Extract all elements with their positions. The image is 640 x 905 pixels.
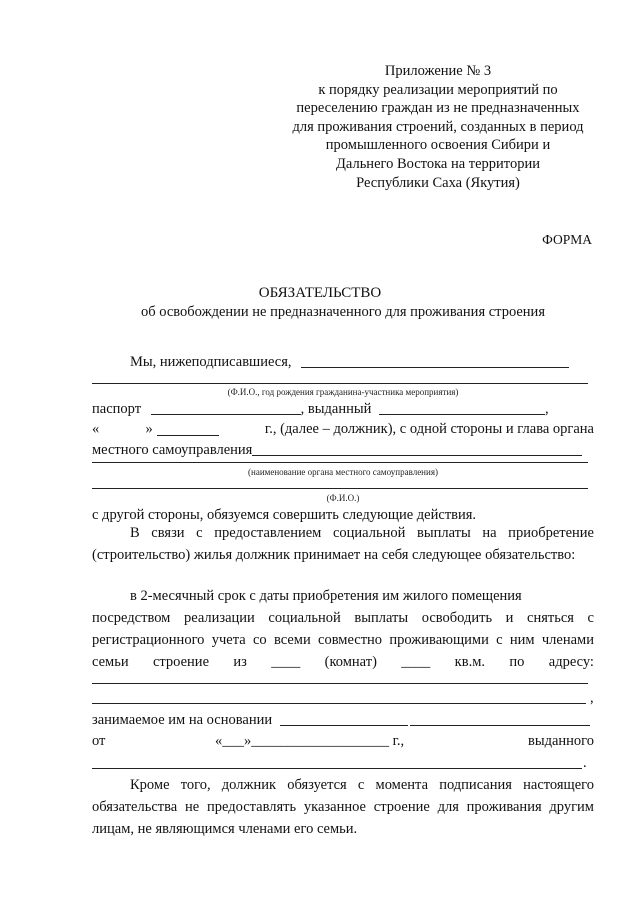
local-gov-blank[interactable] <box>252 441 582 456</box>
family-line <box>92 654 594 671</box>
fio-blank[interactable] <box>92 488 588 489</box>
appendix-line: Республики Саха (Якутия) <box>356 174 520 191</box>
rooms-blank[interactable]: ____ <box>271 654 301 670</box>
passport-line: паспорт , выданный , <box>92 401 549 417</box>
date-debtor-line <box>92 421 594 438</box>
comma: , <box>590 690 594 706</box>
appendix-line: к порядку реализации мероприятий по <box>318 81 558 98</box>
address-blank-1[interactable] <box>92 683 588 684</box>
word: по <box>509 654 525 670</box>
signatories-blank[interactable] <box>301 353 569 368</box>
passport-blank[interactable] <box>151 400 301 415</box>
paragraph-obligation-intro: В связи с предоставлением социальной выплаты на приобретение (строительство) жилья должник принимает на себя следующее обязательство: <box>92 525 594 563</box>
date-blank[interactable] <box>157 421 219 436</box>
basis-line <box>92 711 594 729</box>
local-gov-line <box>92 441 594 459</box>
fio-caption: (Ф.И.О.) <box>326 493 360 503</box>
fio-citizen-blank[interactable] <box>92 383 588 384</box>
appendix-line: Дальнего Востока на территории <box>336 155 540 172</box>
paragraph-no-provision: Кроме того, должник обязуется с момента подписания настоящего обязательства не предоставлять указанное строение для проживания другим лицам, не являющимся членами его семьи. <box>92 777 594 837</box>
word: семьи <box>92 654 129 670</box>
word: из <box>233 654 247 670</box>
issued-by-blank-2[interactable] <box>92 768 582 769</box>
para2-line <box>92 588 594 605</box>
document-subtitle: об освобождении не предназначенного для проживания строения <box>141 304 545 320</box>
quote-close: » <box>145 421 153 437</box>
from-label: от <box>92 733 106 749</box>
basis-blank-2[interactable] <box>410 711 590 726</box>
para2-line: посредством реализации социальной выплаты освободить и сняться с <box>92 610 594 626</box>
word: (комнат) <box>324 654 377 670</box>
from-line <box>92 733 594 750</box>
issued2-label: выданного <box>527 733 594 749</box>
issued-by-blank[interactable] <box>379 400 545 415</box>
para2-line: регистрационного учета со всеми совместно проживающими с ним членами <box>92 632 594 648</box>
quote-open: « <box>92 421 100 437</box>
we-text: Мы, нижеподписавшиеся, <box>130 354 292 370</box>
word: строение <box>152 654 210 670</box>
issued-label: , выданный <box>300 401 372 417</box>
local-gov-label: местного самоуправления <box>92 442 253 458</box>
occupied-label: занимаемое им на основании <box>92 712 273 728</box>
word: кв.м. <box>454 654 485 670</box>
appendix-line: промышленного освоения Сибири и <box>325 137 551 154</box>
para2-line-text: в 2-месячный срок с даты приобретения им жилого помещения <box>130 588 522 604</box>
appendix-line: переселению граждан из не предназначенных <box>296 100 580 117</box>
fio-citizen-caption: (Ф.И.О., год рождения гражданина-участника мероприятия) <box>227 387 459 397</box>
year-debtor-text: г., (далее – должник), с одной стороны и глава органа <box>264 421 594 437</box>
basis-blank-1[interactable] <box>280 711 408 726</box>
passport-label: паспорт <box>92 401 142 417</box>
dot: . <box>583 755 587 771</box>
word: адресу: <box>548 654 594 670</box>
appendix-line: Приложение № 3 <box>384 63 492 79</box>
form-label: ФОРМА <box>542 232 592 247</box>
signatories-line <box>92 353 594 371</box>
org-name-caption: (наименование органа местного самоуправления) <box>248 467 438 477</box>
area-blank[interactable]: ____ <box>401 654 431 670</box>
date-field[interactable]: «___»___________________ г., <box>215 733 405 749</box>
appendix-header <box>270 62 606 192</box>
appendix-line: для проживания строений, созданных в период <box>292 118 584 135</box>
address-blank-2[interactable] <box>92 703 586 704</box>
document-title: ОБЯЗАТЕЛЬСТВО <box>258 285 382 301</box>
org-name-blank[interactable] <box>92 462 588 463</box>
other-side-text: с другой стороны, обязуемся совершить следующие действия. <box>92 507 477 523</box>
